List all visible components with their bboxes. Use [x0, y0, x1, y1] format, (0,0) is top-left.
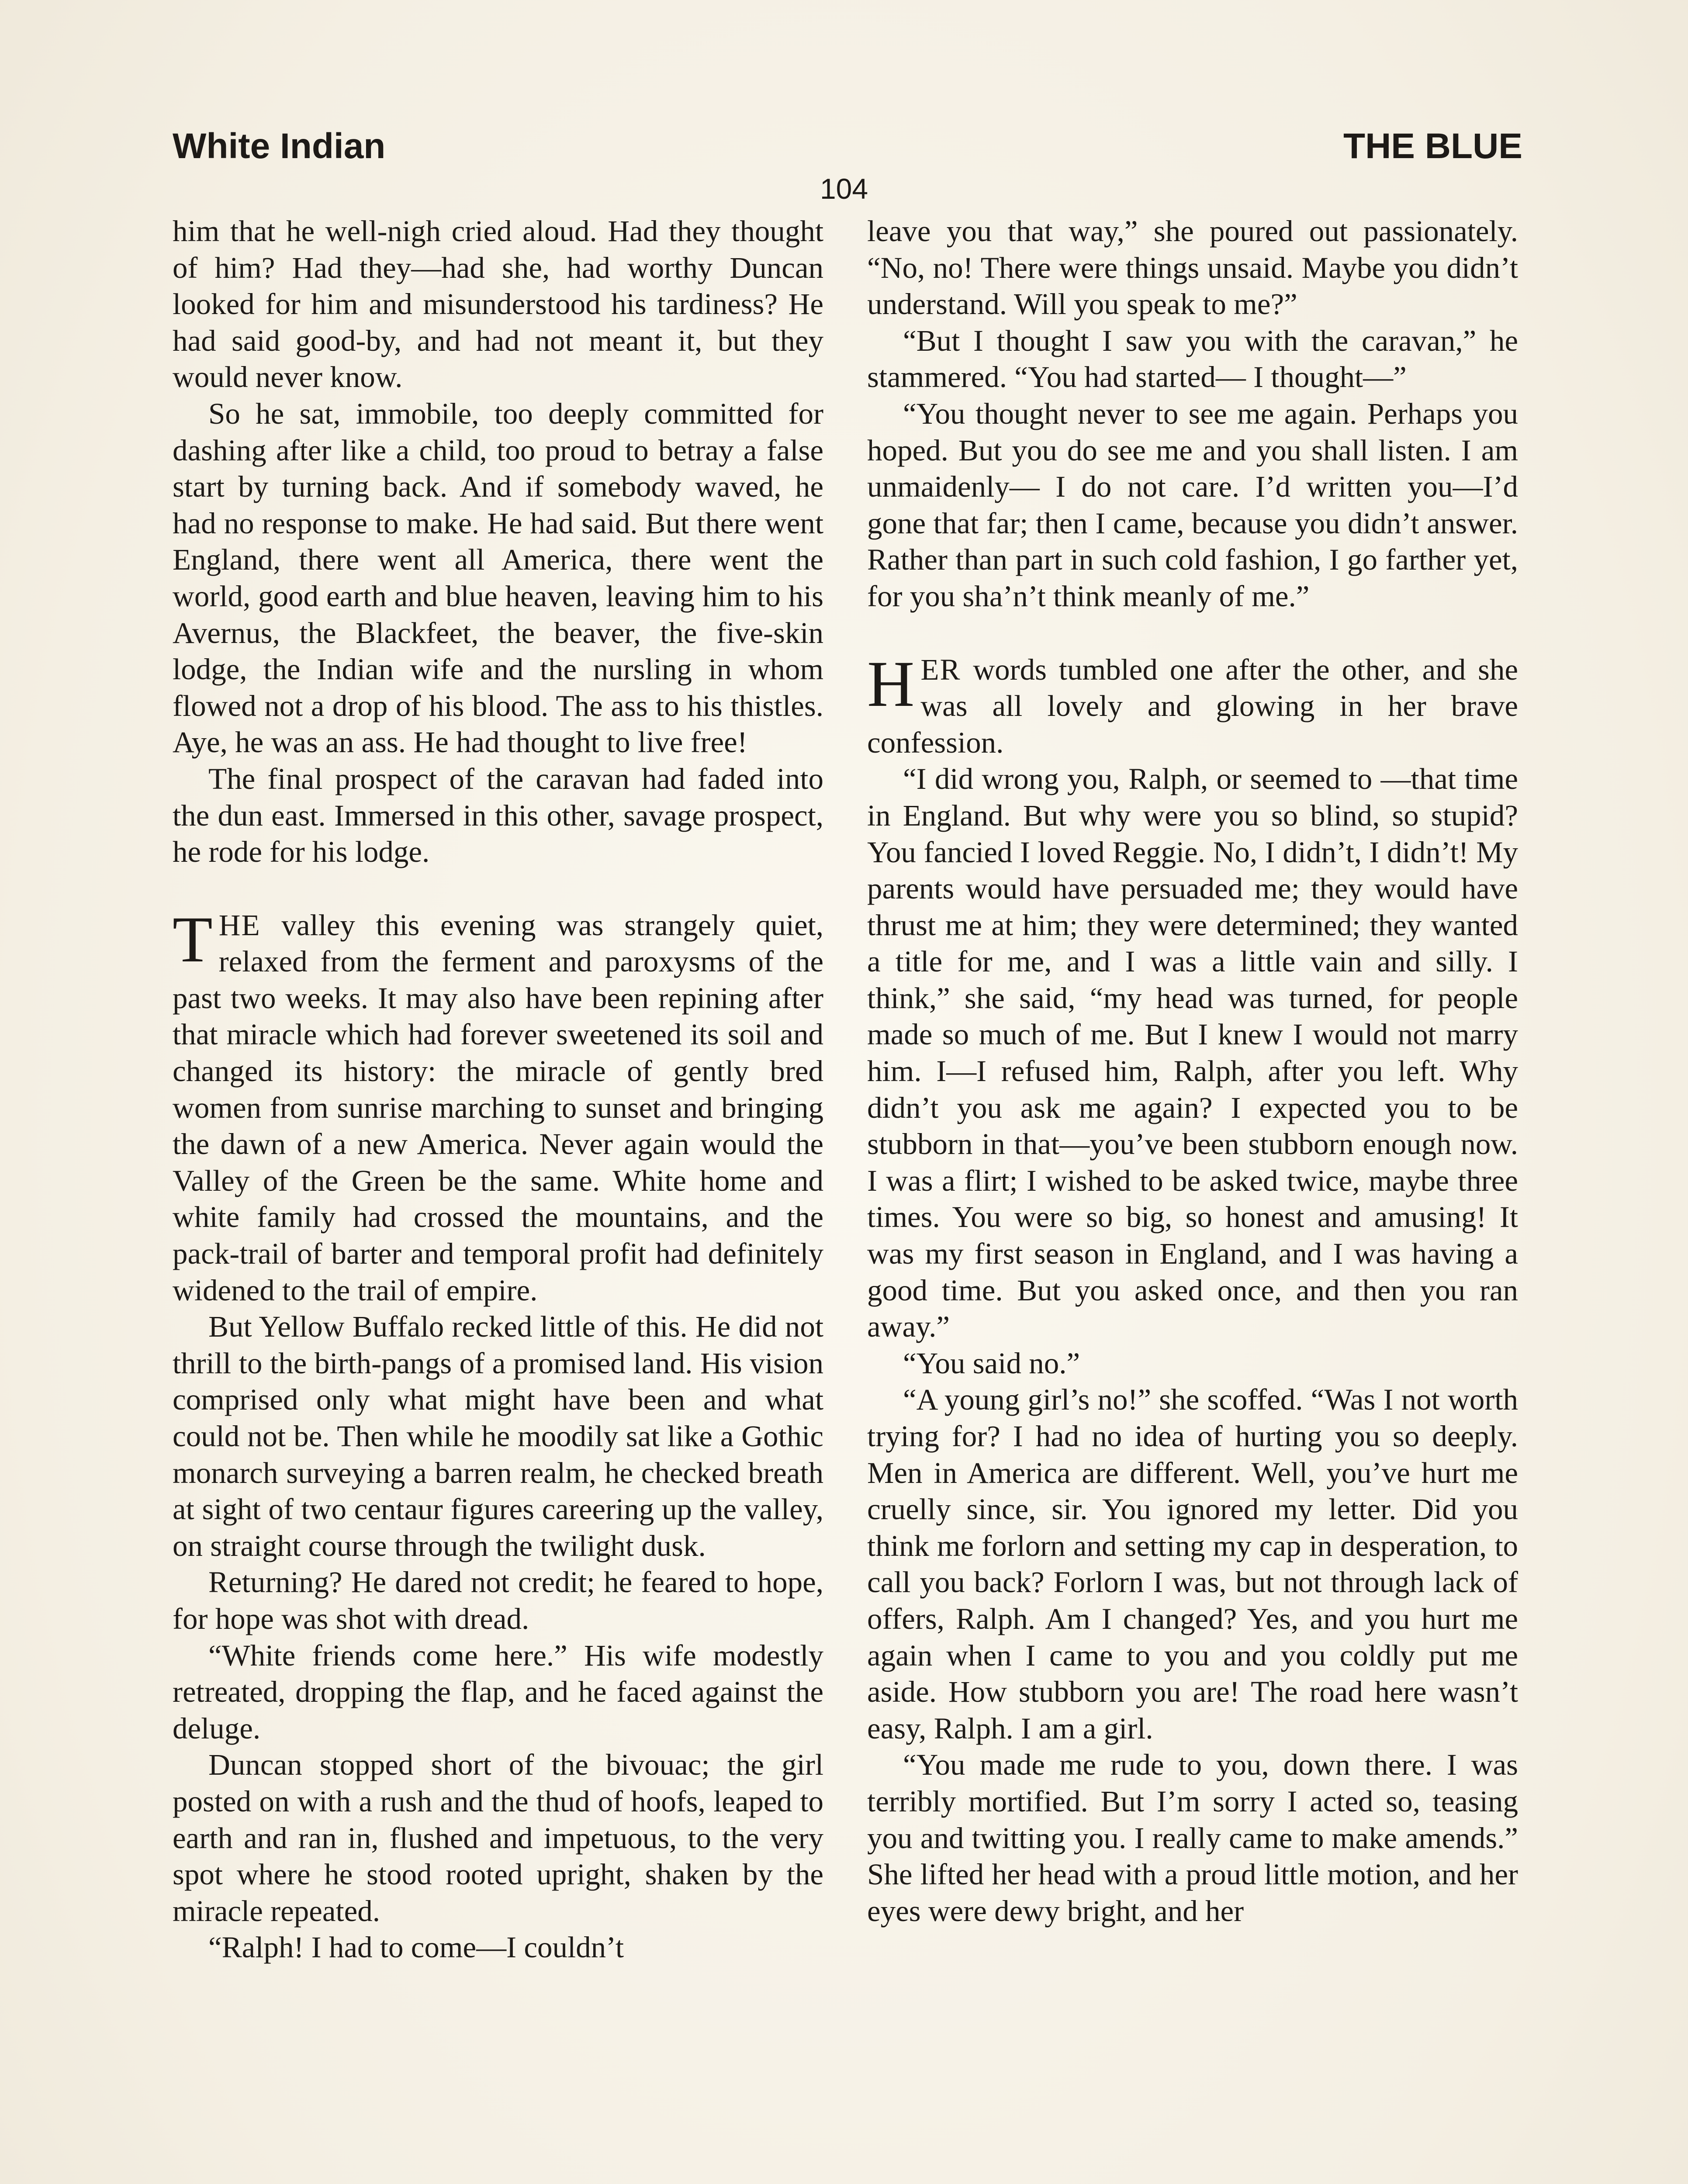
paragraph: The final prospect of the caravan had faded into the dun east. Immersed in this other, savage prospect, he rode for his lodge. — [173, 762, 823, 869]
left-column — [173, 213, 823, 1966]
story-title: White Indian — [173, 126, 386, 166]
paragraph: “You thought never to see me again. Perhaps you hoped. But you do see me and you shall listen. I am unmaidenly— I do not care. I’d written you—I’d gone that far; then I came, because you didn’t answer. Rather than part in such cold fashion, I go farther yet, for you sha’n’t think meanly of me.” — [867, 397, 1518, 613]
paragraph: “A young girl’s no!” she scoffed. “Was I not worth trying for? I had no idea of hurting you so deeply. Men in America are different. Well, you’ve hurt me cruelly since, sir. You ignored my letter. Did you think me forlorn and setting my cap in desperation, to call you back? Forlorn I was, but not through lack of offers, Ralph. Am I changed? Yes, and you hurt me again when I came to you and you coldly put me aside. How stubborn you are! The road here wasn’t easy, Ralph. I am a girl. — [867, 1383, 1518, 1745]
magazine-title: THE BLUE — [1343, 126, 1522, 166]
paragraph: “You made me rude to you, down there. I was terribly mortified. But I’m sorry I acted so, teasing you and twitting you. I really came to make amends.” She lifted her head with a proud little motion, and her eyes were dewy bright, and her — [867, 1748, 1518, 1928]
paragraph: “Ralph! I had to come—I couldn’t — [208, 1931, 624, 1964]
paragraph: So he sat, immobile, too deeply committed for dashing after like a child, too proud to betray a false start by turning back. And if somebody waved, he had no response to make. He had said. But there went England, there went all America, there went the world, good earth and blue heaven, leaving him to his Avernus, the Blackfeet, the beaver, the five-skin lodge, the Indian wife and the nursling in whom flowed not a drop of his blood. The ass to his thistles. Aye, he was an ass. He had thought to live free! — [173, 397, 823, 759]
small-caps-lead: HE — [218, 908, 261, 942]
paragraph-text: valley this evening was strangely quiet, relaxed from the ferment and paroxysms of the past two weeks. It may also have been repining after that miracle which had forever sweetened its soil and changed its history: the miracle of gently bred women from sunrise marching to sunset and bringing the dawn of a new America. Never again would the Valley of the Green be the same. White home and white family had crossed the mountains, and the pack-trail of barter and temporal profit had definitely widened to the trail of empire. — [173, 908, 823, 1307]
paragraph: leave you that way,” she poured out passionately. “No, no! There were things unsaid. Maybe you didn’t understand. Will you speak to me?” — [867, 214, 1518, 321]
drop-cap: H — [867, 647, 915, 720]
page-number: 104 — [820, 173, 868, 205]
paragraph: him that he well-nigh cried aloud. Had they thought of him? Had they—had she, had worthy Duncan looked for him and misunderstood his tardiness? He had said good-by, and had not meant it, but they would never know. — [173, 214, 823, 394]
paragraph: “I did wrong you, Ralph, or seemed to —that time in England. But why were you so blind, so stupid? You fancied I loved Reggie. No, I didn’t, I didn’t! My parents would have persuaded me; they would have thrust me at him; they were determined; they wanted a title for me, and I was a little vain and silly. I think,” she said, “my head was turned, for people made so much of me. But I knew I would not marry him. I—I refused him, Ralph, after you left. Why didn’t you ask me again? I expected you to be stubborn in that—you’ve been stubborn enough now. I was a flirt; I wished to be asked twice, maybe three times. You were so big, so honest and amusing! It was my first season in England, and I was having a good time. But you asked once, and then you ran away.” — [867, 762, 1518, 1344]
paragraph: Returning? He dared not credit; he feared to hope, for hope was shot with dread. — [173, 1565, 823, 1635]
dropcap-paragraph — [867, 647, 1518, 761]
running-head — [173, 122, 1522, 170]
small-caps-lead: ER — [920, 653, 961, 686]
paragraph: “You said no.” — [903, 1346, 1080, 1380]
paragraph: “White friends come here.” His wife modestly retreated, dropping the flap, and he faced against the deluge. — [173, 1638, 823, 1745]
dropcap-paragraph — [173, 903, 823, 1309]
right-column — [867, 213, 1518, 1929]
paragraph: “But I thought I saw you with the caravan,” he stammered. “You had started— I thought—” — [867, 324, 1518, 394]
paragraph: But Yellow Buffalo recked little of this. He did not thrill to the birth-pangs of a promised land. His vision comprised only what might have been and what could not be. Then while he moodily sat like a Gothic monarch surveying a barren realm, he checked breath at sight of two centaur figures careering up the valley, on straight course through the twilight dusk. — [173, 1310, 823, 1562]
paragraph: Duncan stopped short of the bivouac; the girl posted on with a rush and the thud of hoofs, leaped to earth and ran in, flushed and impetuous, to the very spot where he stood rooted upright, shaken by the miracle repeated. — [173, 1748, 823, 1928]
drop-cap: T — [173, 903, 213, 976]
paragraph-text: words tumbled one after the other, and she was all lovely and glowing in her brave confession. — [867, 653, 1518, 759]
